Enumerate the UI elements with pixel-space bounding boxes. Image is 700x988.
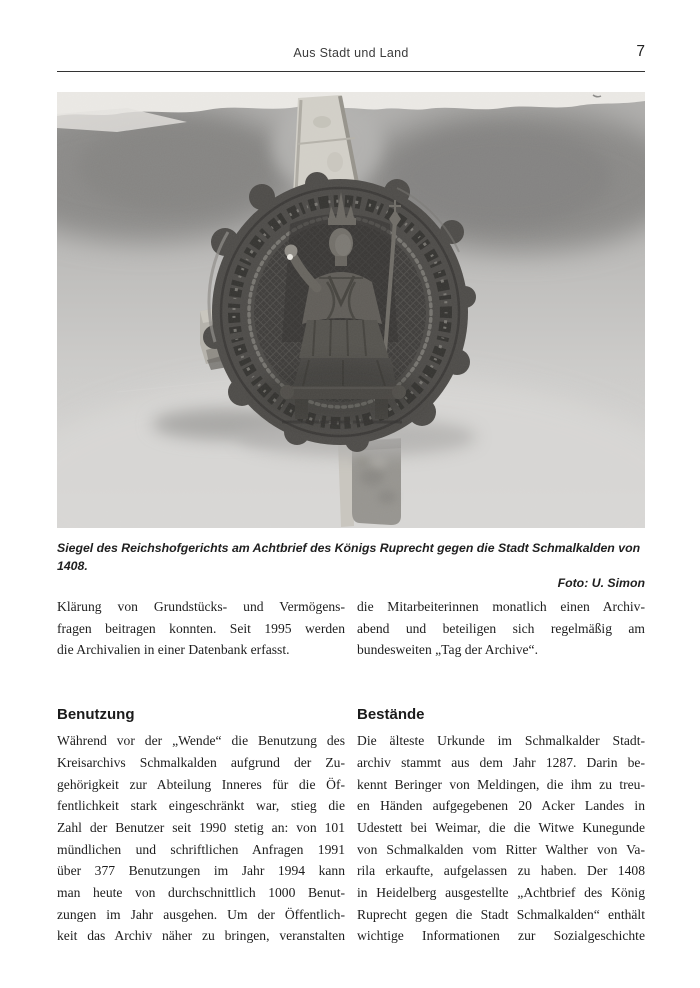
text-line: archiv stammt aus dem Jahr 1287. Darin be- bbox=[357, 754, 645, 770]
text-line: wichtige Informationen zur Sozialgeschichte bbox=[357, 928, 645, 944]
text-line: abend und beteiligen sich regelmäßig am bbox=[357, 620, 645, 636]
text-line: Udestett bei Weimar, die die Witwe Kunegunde bbox=[357, 819, 645, 835]
text-line: Kreisarchivs Schmalkalden aufgrund der Zu- bbox=[57, 754, 345, 770]
figure-caption: Siegel des Reichshofgerichts am Achtbrief des Königs Ruprecht gegen die Stadt Schmalkalden von 1408. bbox=[57, 541, 641, 573]
paragraph-bestaende bbox=[357, 730, 645, 947]
text-line: Ruprecht gegen die Stadt Schmalkalden“ enthält bbox=[357, 906, 645, 922]
text-line: bundesweiten „Tag der Archive“. bbox=[357, 642, 538, 658]
text-line: die Archivalien in einer Datenbank erfasst. bbox=[57, 642, 290, 658]
text-line: die Mitarbeiterinnen monatlich einen Archiv- bbox=[357, 599, 645, 614]
figure-caption-block bbox=[57, 540, 645, 593]
text-line: Während vor der „Wende“ die Benutzung des bbox=[57, 733, 345, 749]
page-header bbox=[57, 43, 645, 66]
paragraph-benutzung bbox=[57, 730, 345, 947]
text-line: fragen beitragen konnten. Seit 1995 werden bbox=[57, 620, 345, 636]
text-line: Klärung von Grundstücks- und Vermögens- bbox=[57, 599, 345, 614]
left-column bbox=[57, 596, 345, 947]
body-text-columns bbox=[57, 596, 645, 947]
text-line: zungen im Jahr ausgehen. Um der Öffentlich- bbox=[57, 906, 345, 922]
text-line: fentlichkeit stark eingeschränkt war, stieg die bbox=[57, 798, 345, 814]
right-column bbox=[357, 596, 645, 947]
text-line: gehörigkeit zur Abteilung Inneres für die Öf- bbox=[57, 776, 345, 792]
seal-photo-figure bbox=[57, 92, 645, 528]
text-line: mündlichen und schriftlichen Anfragen 1991 bbox=[57, 841, 345, 857]
page-number: 7 bbox=[636, 43, 645, 60]
section-heading-benutzung: Benutzung bbox=[57, 706, 135, 724]
photo-grain-overlay bbox=[57, 92, 645, 528]
text-line: en Händen aufgegebenen 20 Acker Landes in bbox=[357, 798, 645, 814]
text-line: Zahl der Benutzer seit 1990 stetig an: von 101 bbox=[57, 819, 345, 835]
header-rule bbox=[57, 71, 645, 72]
text-line: Die älteste Urkunde im Schmalkalder Stadt- bbox=[357, 733, 645, 749]
paragraph-left-intro bbox=[57, 596, 345, 661]
text-line: über 377 Benutzungen im Jahr 1994 kann bbox=[57, 863, 345, 879]
running-head: Aus Stadt und Land bbox=[293, 46, 409, 60]
text-line: man heute von durchschnittlich 1000 Benut- bbox=[57, 885, 345, 901]
text-line: von Schmalkalden vom Ritter Walther von Va- bbox=[357, 841, 645, 857]
text-line: kennt Beringer von Meldingen, die ihm zu treu- bbox=[357, 776, 645, 792]
photo-credit: Foto: U. Simon bbox=[557, 576, 645, 590]
text-line: rila erkaufte, aufgelassen zu haben. Der 1408 bbox=[357, 863, 645, 879]
text-line: keit das Archiv näher zu bringen, veranstalten bbox=[57, 928, 345, 944]
seal-photo bbox=[57, 92, 645, 528]
section-heading-bestaende: Bestände bbox=[357, 706, 425, 724]
paragraph-right-intro bbox=[357, 596, 645, 661]
text-line: in Heidelberg ausgestellte „Achtbrief des König bbox=[357, 885, 645, 901]
